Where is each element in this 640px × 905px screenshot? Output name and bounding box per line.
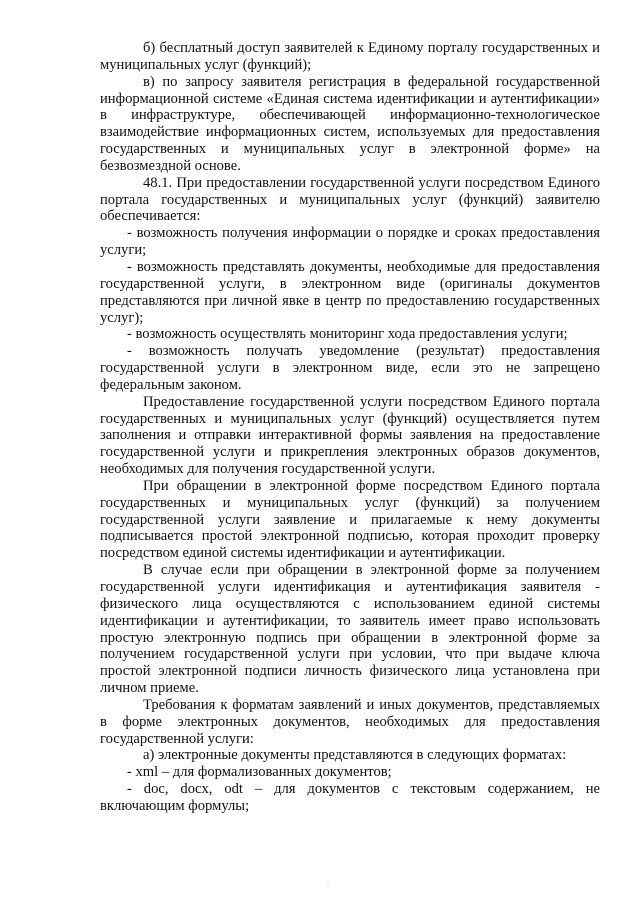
list-item-notification: - возможность получать уведомление (результат) предоставления государственной услуги в электронном виде, если это не запрещено федеральным законом. [100, 343, 600, 393]
document-body [100, 40, 600, 815]
paragraph-simple-signature-conditions: В случае если при обращении в электронной форме за получением государственной услуги идентификация и аутентификация заявителя - физического лица осуществляются с использованием единой системы идентификации и аутентификации, то заявитель имеет право использовать простую электронную подпись при обращении в электронной форме за получением государственной услуги при условии, что при выдаче ключа простой электронной подписи личность физического лица установлена при личном приеме. [100, 562, 600, 697]
paragraph-electronic-signature: При обращении в электронной форме посредством Единого портала государственных и муниципальных услуг (функций) за получением государственной услуги заявление и прилагаемые к нему документы подписывается простой электронной подписью, которая проходит проверку посредством единой системы идентификации и аутентификации. [100, 477, 600, 562]
list-item-xml-format: - xml – для формализованных документов; [127, 764, 392, 781]
paragraph-formats-intro: а) электронные документы представляются в следующих форматах: [143, 747, 567, 764]
list-item-monitoring: - возможность осуществлять мониторинг хода предоставления услуги; [127, 326, 568, 343]
list-item-doc-format: - doc, docx, odt – для документов с текстовым содержанием, не включающим формулы; [100, 781, 600, 814]
paragraph-format-requirements: Требования к форматам заявлений и иных документов, представляемых в форме электронных документов, необходимых для предоставления государственной услуги: [100, 696, 600, 747]
paragraph-esia-registration: в) по запросу заявителя регистрация в федеральной государственной информационной системе «Единая система идентификации и аутентификации» в инфраструктуре, обеспечивающей информационно-технологическое взаимодействие информационных систем, используемых для предоставления государственных и муниципальных услуг в электронной форме» на безвозмездной основе. [100, 73, 600, 174]
paragraph-portal-provision: Предоставление государственной услуги посредством Единого портала государственных и муниципальных услуг (функций) осуществляется путем заполнения и отправки интерактивной формы заявления на предоставление государственной услуги и прикрепления электронных образов документов, необходимых для получения государственной услуги. [100, 393, 600, 478]
list-item-submit-documents: - возможность представлять документы, необходимые для предоставления государственной услуги, в электронном виде (оригиналы документов представляются при личной явке в центр по предоставлению государственных услуг); [100, 258, 600, 326]
paragraph-48-1: 48.1. При предоставлении государственной услуги посредством Единого портала государственных и муниципальных услуг (функций) заявителю обеспечивается: [100, 174, 600, 225]
list-item-info-access: - возможность получения информации о порядке и сроках предоставления услуги; [100, 225, 600, 259]
footer-mark: . [327, 876, 329, 885]
paragraph-free-access: б) бесплатный доступ заявителей к Единому порталу государственных и муниципальных услуг (функций); [100, 40, 600, 73]
